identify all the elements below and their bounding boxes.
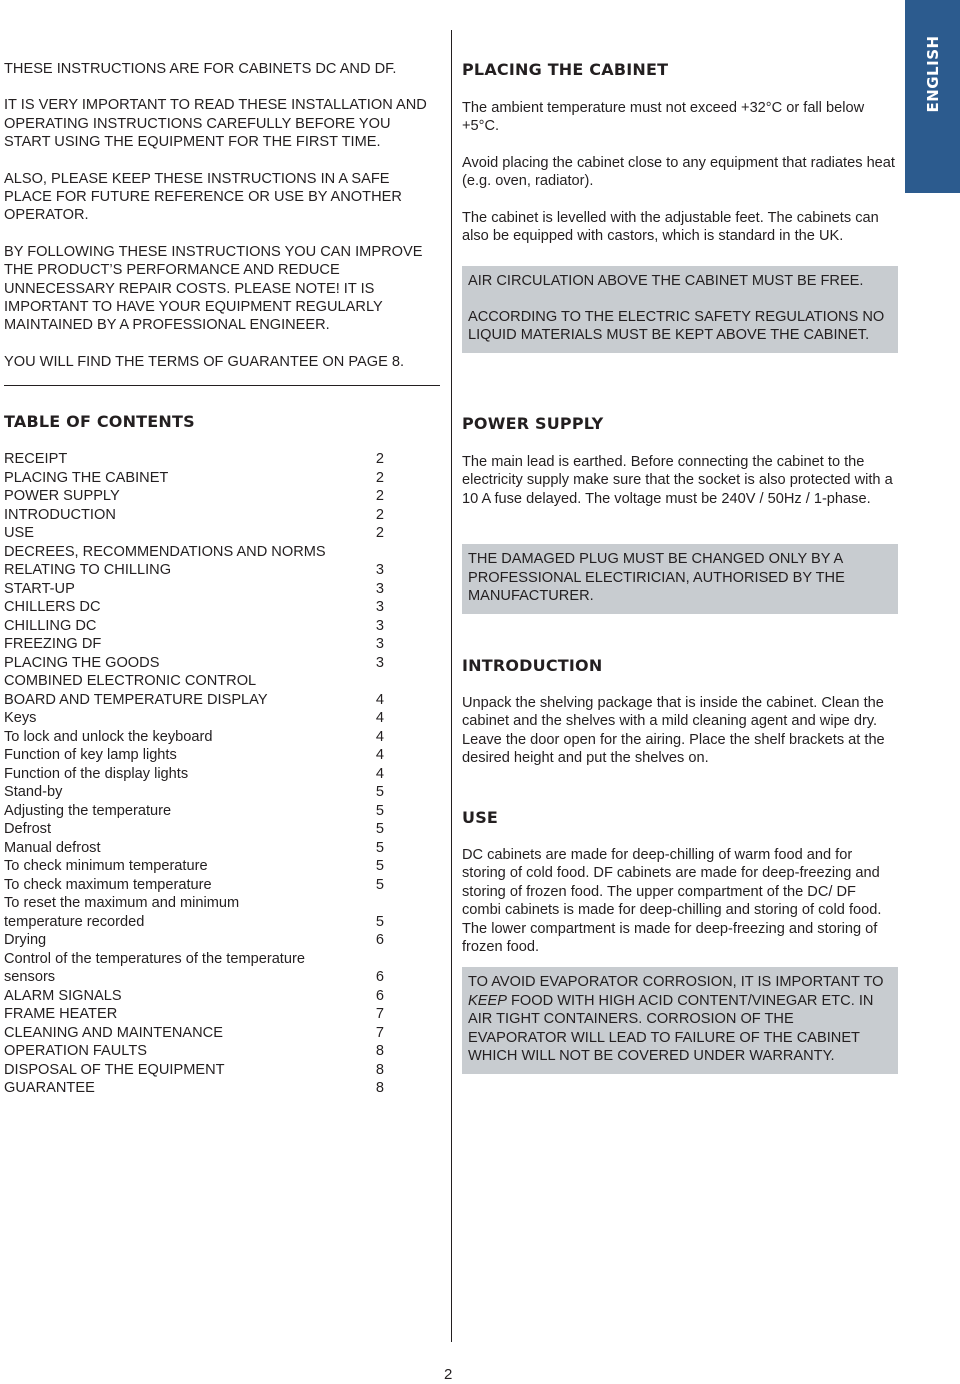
emphasis-text: KEEP — [468, 992, 507, 1009]
toc-item — [4, 580, 384, 599]
power-section — [462, 453, 898, 526]
language-label: ENGLISH — [923, 35, 942, 113]
toc-item-label: Adjusting the temperature — [4, 802, 172, 819]
toc-item-label: Control of the temperatures of the temperature — [4, 950, 305, 967]
toc-item-page: 4 — [375, 691, 384, 708]
toc-item-page: 7 — [375, 1024, 384, 1041]
toc-item — [4, 487, 384, 506]
toc-item-label: COMBINED ELECTRONIC CONTROL — [4, 673, 257, 689]
toc-item-label: DISPOSAL OF THE EQUIPMENT — [4, 1061, 225, 1078]
toc-item-page — [372, 894, 384, 913]
column-divider — [451, 30, 452, 1342]
toc-item-page: 3 — [375, 580, 384, 597]
toc-item-label: INTRODUCTION — [4, 506, 116, 523]
toc-item-label: OPERATION FAULTS — [4, 1043, 147, 1059]
toc-item-label: FRAME HEATER — [4, 1006, 118, 1022]
toc-item-label: To check maximum temperature — [4, 876, 212, 893]
toc-item — [4, 857, 384, 876]
toc-item-label: PLACING THE CABINET — [4, 469, 169, 486]
toc-item-label: RELATING TO CHILLING — [4, 562, 172, 578]
notice-text: AIR CIRCULATION ABOVE THE CABINET MUST BE FREE. — [468, 273, 864, 289]
toc-item — [4, 913, 384, 932]
toc-item — [4, 783, 384, 802]
toc-item-page: 7 — [375, 1006, 384, 1022]
toc-item-page: 8 — [375, 1080, 384, 1096]
use-section — [462, 846, 898, 974]
use-heading: USE — [462, 808, 499, 827]
toc-item-page: 2 — [375, 451, 384, 467]
intro-paragraph: THESE INSTRUCTIONS ARE FOR CABINETS DC AND DF. — [4, 61, 397, 77]
toc-item-page: 4 — [375, 765, 384, 782]
toc-item — [4, 506, 384, 525]
toc-item — [4, 1061, 384, 1080]
toc-item-label: ALARM SIGNALS — [4, 987, 122, 1004]
toc-item-page: 4 — [375, 747, 384, 763]
toc-item — [4, 950, 384, 969]
toc-item-page: 4 — [375, 710, 384, 726]
toc-item — [4, 1042, 384, 1061]
toc-item — [4, 765, 384, 784]
intro-section — [4, 60, 434, 389]
intro-paragraph: ALSO, PLEASE KEEP THESE INSTRUCTIONS IN A SAFE PLACE FOR FUTURE REFERENCE OR USE BY ANOTHER OPERATOR. — [4, 170, 402, 224]
toc-item-page: 2 — [375, 488, 384, 504]
toc-item-page — [372, 543, 384, 562]
toc-item — [4, 894, 384, 913]
toc-item-label: START-UP — [4, 580, 75, 597]
introduction-paragraph: Unpack the shelving package that is inside the cabinet. Clean the cabinet and the shelves with a mild cleaning agent and wipe dry. Leave the door open for the airing. Place the shelf brackets at the desired height and put the shelves on. — [462, 695, 885, 767]
toc-item-page: 3 — [375, 636, 384, 652]
toc-item-page: 3 — [375, 599, 384, 615]
placing-paragraph: Avoid placing the cabinet close to any equipment that radiates heat (e.g. oven, radiator). — [462, 154, 895, 190]
toc-item — [4, 1005, 384, 1024]
placing-paragraph: The ambient temperature must not exceed +32°C or fall below +5°C. — [462, 100, 865, 135]
intro-paragraph: BY FOLLOWING THESE INSTRUCTIONS YOU CAN IMPROVE THE PRODUCT’S PERFORMANCE AND REDUCE UNNECESSARY REPAIR COSTS. PLEASE NOTE! IT IS IMPORTANT TO HAVE YOUR EQUIPMENT REGULARLY MAINTAINED BY A PROFESSIONAL ENGINEER. — [4, 243, 423, 334]
toc-item-page: 5 — [375, 876, 384, 893]
notice-text: THE DAMAGED PLUG MUST BE CHANGED ONLY BY A PROFESSIONAL ELECTIRICIAN, AUTHORISED BY THE MANUFACTURER. — [468, 551, 845, 605]
toc-item-label: sensors — [4, 969, 56, 985]
toc-item-label: POWER SUPPLY — [4, 488, 120, 504]
toc-item-label: Stand-by — [4, 784, 63, 800]
power-paragraph: The main lead is earthed. Before connecting the cabinet to the electricity supply make sure that the socket is also protected with a 10 A fuse delayed. The voltage must be 240V / 50Hz / 1-phase. — [462, 454, 893, 507]
toc-item — [4, 968, 384, 987]
toc-item-label: To reset the maximum and minimum — [4, 895, 240, 911]
toc-item-page: 8 — [375, 1061, 384, 1078]
intro-paragraph: YOU WILL FIND THE TERMS OF GUARANTEE ON PAGE 8. — [4, 353, 405, 370]
toc-item — [4, 617, 384, 636]
introduction-heading: INTRODUCTION — [462, 656, 603, 675]
toc-item — [4, 931, 384, 950]
placing-section — [462, 99, 898, 263]
toc-item-page: 3 — [375, 617, 384, 634]
use-notice-box — [462, 967, 898, 1074]
table-of-contents — [4, 450, 384, 1098]
toc-item-label: Drying — [4, 932, 47, 948]
toc-item-page: 6 — [375, 987, 384, 1004]
toc-item-page: 5 — [375, 784, 384, 800]
toc-item-label: To check minimum temperature — [4, 858, 208, 874]
placing-paragraph: The cabinet is levelled with the adjustable feet. The cabinets can also be equipped with castors, which is standard in the UK. — [462, 209, 879, 245]
toc-item — [4, 876, 384, 895]
toc-item — [4, 839, 384, 858]
toc-item-page — [372, 672, 384, 691]
introduction-section — [462, 694, 898, 786]
toc-item — [4, 746, 384, 765]
toc-heading: TABLE OF CONTENTS — [4, 412, 195, 431]
placing-notice-box — [462, 266, 898, 353]
horizontal-divider — [4, 385, 440, 386]
notice-text: TO AVOID EVAPORATOR CORROSION, IT IS IMPORTANT TO KEEP FOOD WITH HIGH ACID CONTENT/VINEGAR ETC. IN AIR TIGHT CONTAINERS. CORROSION OF THE EVAPORATOR WILL LEAD TO FAILURE OF THE CABINET WHICH WILL NOT BE COVERED UNDER WARRANTY. — [468, 974, 884, 1065]
toc-item-page: 5 — [375, 913, 384, 930]
toc-item — [4, 543, 384, 562]
toc-item-page — [372, 950, 384, 969]
toc-item-page: 2 — [375, 506, 384, 523]
page-number: 2 — [444, 1366, 453, 1383]
toc-item-label: DECREES, RECOMMENDATIONS AND NORMS — [4, 543, 326, 560]
toc-item-label: PLACING THE GOODS — [4, 654, 160, 671]
toc-item-page: 8 — [375, 1043, 384, 1059]
toc-item — [4, 450, 384, 469]
notice-text: ACCORDING TO THE ELECTRIC SAFETY REGULATIONS NO LIQUID MATERIALS MUST BE KEPT ABOVE THE CABINET. — [468, 308, 885, 344]
toc-item-label: To lock and unlock the keyboard — [4, 728, 213, 745]
toc-item-label: Keys — [4, 710, 37, 726]
toc-item-page: 2 — [375, 525, 384, 541]
toc-item-label: CHILLING DC — [4, 617, 97, 634]
toc-item-label: temperature recorded — [4, 913, 145, 930]
toc-item-page: 5 — [375, 858, 384, 874]
toc-item-page: 6 — [375, 969, 384, 985]
toc-item — [4, 709, 384, 728]
toc-item — [4, 820, 384, 839]
toc-item-page: 3 — [375, 562, 384, 578]
toc-item-label: Manual defrost — [4, 839, 101, 856]
toc-item-label: RECEIPT — [4, 451, 68, 467]
language-tab — [905, 0, 960, 193]
toc-item-page: 6 — [375, 932, 384, 948]
toc-item-label: BOARD AND TEMPERATURE DISPLAY — [4, 691, 268, 708]
toc-item — [4, 1079, 384, 1098]
toc-item — [4, 635, 384, 654]
toc-item-page: 3 — [375, 654, 384, 671]
toc-item — [4, 987, 384, 1006]
toc-item-page: 5 — [375, 839, 384, 856]
toc-item-label: CHILLERS DC — [4, 599, 101, 615]
toc-item-label: Defrost — [4, 821, 52, 837]
toc-item-label: USE — [4, 525, 35, 541]
toc-item-page: 5 — [375, 802, 384, 819]
toc-item-label: Function of key lamp lights — [4, 747, 177, 763]
toc-item — [4, 524, 384, 543]
toc-item — [4, 469, 384, 488]
toc-item-label: CLEANING AND MAINTENANCE — [4, 1024, 223, 1041]
toc-item-label: GUARANTEE — [4, 1080, 95, 1096]
placing-heading: PLACING THE CABINET — [462, 60, 669, 79]
power-heading: POWER SUPPLY — [462, 414, 604, 433]
toc-item — [4, 728, 384, 747]
toc-item-page: 4 — [375, 728, 384, 745]
toc-item — [4, 598, 384, 617]
toc-item-page: 2 — [375, 469, 384, 486]
toc-item-label: Function of the display lights — [4, 765, 189, 782]
toc-item — [4, 561, 384, 580]
toc-item — [4, 802, 384, 821]
toc-item — [4, 1024, 384, 1043]
power-notice-box — [462, 544, 898, 614]
toc-item — [4, 654, 384, 673]
use-paragraph: DC cabinets are made for deep-chilling of warm food and for storing of cold food. DF cabinets are made for deep-freezing and storing of frozen food. The upper compartment of the DC/ DF combi cabinets is made for deep-chilling and storing of cold food. The lower compartment is made for deep-freezing and storing of frozen food. — [462, 847, 882, 956]
intro-paragraph: IT IS VERY IMPORTANT TO READ THESE INSTALLATION AND OPERATING INSTRUCTIONS CAREFULLY BEFORE YOU START USING THE EQUIPMENT FOR THE FIRST TIME. — [4, 97, 427, 151]
toc-item — [4, 672, 384, 691]
toc-item-label: FREEZING DF — [4, 636, 102, 652]
toc-item — [4, 691, 384, 710]
toc-item-page: 5 — [375, 821, 384, 837]
